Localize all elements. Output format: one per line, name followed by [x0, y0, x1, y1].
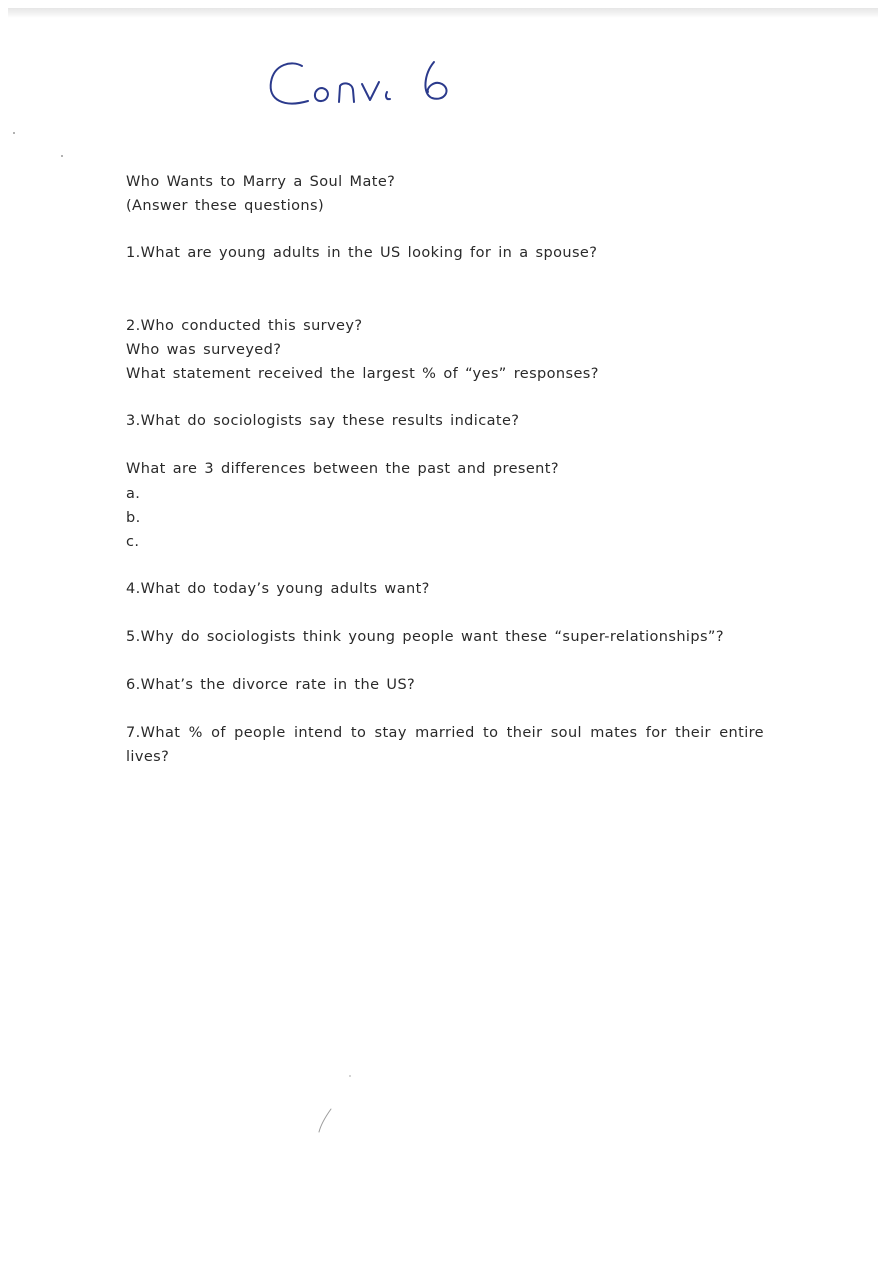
scan-speck	[61, 155, 63, 157]
difference-item-b: b.	[126, 510, 141, 526]
worksheet-title: Who Wants to Marry a Soul Mate?	[126, 174, 396, 190]
question-4: 4.What do today’s young adults want?	[126, 581, 430, 597]
question-7: 7.What % of people intend to stay married to their soul mates for their entire lives?	[126, 725, 764, 765]
question-5: 5.Why do sociologists think young people want these “super-relationships”?	[126, 629, 724, 645]
question-3: 3.What do sociologists say these results indicate?	[126, 413, 520, 429]
question-2-a: 2.Who conducted this survey?	[126, 318, 363, 334]
handwritten-note	[264, 54, 464, 114]
worksheet-instruction: (Answer these questions)	[126, 198, 325, 214]
scan-speck	[13, 132, 15, 134]
question-6: 6.What’s the divorce rate in the US?	[126, 677, 416, 693]
difference-item-a: a.	[126, 486, 141, 502]
question-2-c: What statement received the largest % of “yes” responses?	[126, 366, 599, 382]
scan-speck	[349, 1075, 351, 1077]
differences-prompt: What are 3 differences between the past and present?	[126, 461, 559, 477]
question-2-b: Who was surveyed?	[126, 342, 282, 358]
scan-edge	[8, 8, 878, 18]
pencil-stray-mark	[314, 1106, 334, 1136]
difference-item-c: c.	[126, 534, 140, 550]
question-1: 1.What are young adults in the US looking for in a spouse?	[126, 245, 598, 261]
